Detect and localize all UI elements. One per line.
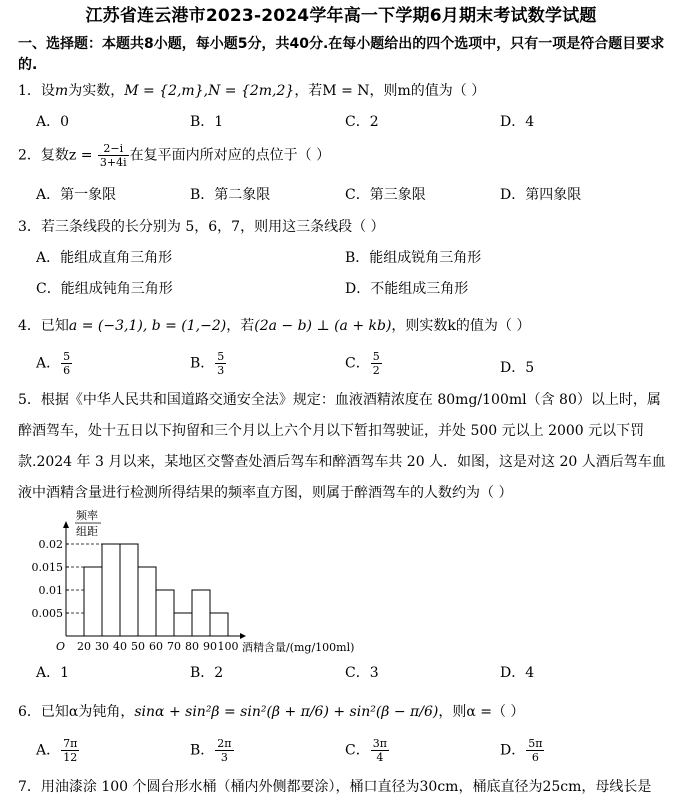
histogram-bar-70-80: [174, 613, 192, 636]
question-2: [18, 142, 330, 169]
question-7: 7．用油漆涂 100 个圆台形水桶（桶内外侧都要涂），桶口直径为30cm，桶底直径为25cm，母线长是: [18, 779, 652, 795]
q6-tail: ，则α =（ ）: [438, 704, 525, 720]
q1-tail: ，若M = N，则m的值为（ ）: [294, 83, 486, 99]
q6-a-label: A．: [36, 742, 61, 759]
q6-d-fraction: [526, 737, 544, 764]
y-label-bottom: 组距: [76, 525, 98, 538]
q4-tail: ，则实数k的值为（ ）: [391, 318, 531, 334]
histogram-bar-80-90: [192, 590, 210, 636]
q1-option-b[interactable]: B．1: [190, 114, 224, 130]
q6-option-a[interactable]: [36, 737, 80, 764]
x-axis-label: 酒精含量/(mg/100ml): [242, 641, 355, 654]
q1-prefix: 1．设: [18, 83, 55, 99]
x-tick-label: 30: [95, 640, 109, 653]
q3-option-b[interactable]: B．能组成锐角三角形: [345, 250, 482, 266]
x-tick-label: 20: [77, 640, 91, 653]
question-1: [18, 80, 485, 100]
q2-option-d[interactable]: D．第四象限: [500, 187, 582, 203]
q6-option-c[interactable]: [345, 737, 390, 764]
q4-b-den: 3: [217, 364, 225, 377]
q4-a-den: 6: [63, 364, 71, 377]
q1-option-d[interactable]: D．4: [500, 114, 535, 130]
q6-a-num: 7π: [63, 737, 78, 750]
q5-option-d[interactable]: D．4: [500, 665, 535, 681]
y-axis-arrow: [63, 521, 69, 528]
q6-c-num: 3π: [372, 737, 387, 750]
q4-b-label: B．: [190, 355, 215, 372]
q1-var: m: [54, 83, 69, 99]
q4-mid: ，若: [226, 318, 255, 334]
q4-vector-a: a = (−3,1),: [68, 318, 152, 334]
q4-condition: (2a − b) ⊥ (a + kb): [254, 318, 392, 334]
y-tick-label: 0.015: [31, 561, 63, 574]
q6-d-num: 5π: [528, 737, 543, 750]
q4-option-d[interactable]: D．5: [500, 360, 535, 376]
chart-bars: [84, 544, 228, 636]
x-tick-label: 40: [113, 640, 127, 653]
q5-option-a[interactable]: A．1: [36, 665, 70, 681]
q2-option-b[interactable]: B．第二象限: [190, 187, 271, 203]
x-tick-label: 80: [185, 640, 199, 653]
q6-d-label: D．: [500, 742, 526, 759]
q4-b-fraction: [215, 350, 226, 377]
q2-option-c[interactable]: C．第三象限: [345, 187, 426, 203]
q4-a-fraction: [61, 350, 72, 377]
x-axis-arrow: [240, 633, 246, 639]
q6-b-num: 2π: [217, 737, 232, 750]
histogram-bar-60-70: [156, 590, 174, 636]
section-heading: 一、选择题：本题共8小题，每小题5分，共40分.在每小题给出的四个选项中，只有一项是符合题目要求的.: [18, 36, 665, 73]
histogram-bar-20-30: [84, 567, 102, 636]
q6-a-fraction: [61, 737, 79, 764]
y-tick-label: 0.005: [31, 607, 63, 620]
q4-c-den: 2: [372, 364, 380, 377]
q2-numerator: 2−i: [98, 142, 129, 156]
q6-b-den: 3: [220, 751, 228, 764]
q4-c-label: C．: [345, 355, 370, 372]
origin-label: O: [56, 640, 66, 653]
histogram-bar-90-100: [210, 613, 228, 636]
q1-mid: 为实数，: [68, 83, 125, 99]
x-tick-label: 90: [203, 640, 217, 653]
q6-b-label: B．: [190, 742, 215, 759]
q4-prefix: 4．已知: [18, 318, 69, 334]
q4-b-num: 5: [217, 350, 225, 363]
q6-a-den: 12: [63, 751, 78, 764]
q3-option-d[interactable]: D．不能组成三角形: [345, 281, 469, 297]
q1-option-a[interactable]: A．0: [36, 114, 70, 130]
q2-prefix: 2．复数z =: [18, 147, 97, 164]
q2-fraction: [98, 142, 129, 169]
q5-option-c[interactable]: C．3: [345, 665, 379, 681]
q6-option-d[interactable]: [500, 737, 545, 764]
x-tick-label: 50: [131, 640, 145, 653]
q6-equation: sinα + sin²β = sin²(β + π/6) + sin²(β − π/6): [134, 704, 439, 720]
x-tick-label: 60: [149, 640, 163, 653]
q4-c-fraction: [371, 350, 382, 377]
q2-option-a[interactable]: A．第一象限: [36, 187, 117, 203]
frequency-histogram: [30, 506, 375, 656]
q6-prefix: 6．已知α为钝角，: [18, 704, 135, 720]
q4-option-c[interactable]: [345, 350, 383, 377]
question-4: [18, 315, 530, 335]
q4-vector-b: b = (1,−2): [151, 318, 227, 334]
q1-set: M = {2,m},N = {2m,2}: [124, 83, 295, 99]
histogram-bar-50-60: [138, 567, 156, 636]
q6-c-fraction: [371, 737, 389, 764]
q6-c-label: C．: [345, 742, 370, 759]
question-3: 3．若三条线段的长分别为 5，6，7，则用这三条线段（ ）: [18, 219, 385, 235]
x-tick-label: 100: [217, 640, 239, 653]
q4-a-num: 5: [63, 350, 71, 363]
q2-tail: 在复平面内所对应的点位于（ ）: [129, 147, 331, 164]
q6-option-b[interactable]: [190, 737, 235, 764]
x-tick-label: 70: [167, 640, 181, 653]
q5-option-b[interactable]: B．2: [190, 665, 224, 681]
q3-option-c[interactable]: C．能组成钝角三角形: [36, 281, 173, 297]
q6-b-fraction: [215, 737, 233, 764]
y-tick-label: 0.01: [38, 584, 63, 597]
question-6: [18, 701, 524, 721]
q4-a-label: A．: [36, 355, 61, 372]
q6-c-den: 4: [376, 751, 384, 764]
q4-c-num: 5: [372, 350, 380, 363]
y-label-top: 频率: [76, 509, 98, 522]
histogram-bar-30-40: [102, 544, 120, 636]
y-tick-label: 0.02: [38, 538, 63, 551]
q1-option-c[interactable]: C．2: [345, 114, 379, 130]
histogram-bar-40-50: [120, 544, 138, 636]
q4-option-a[interactable]: [36, 350, 73, 377]
page-title: 江苏省连云港市2023-2024学年高一下学期6月期末考试数学试题: [85, 6, 597, 26]
q3-option-a[interactable]: A．能组成直角三角形: [36, 250, 173, 266]
q4-option-b[interactable]: [190, 350, 227, 377]
q6-d-den: 6: [531, 751, 539, 764]
question-5: 5．根据《中华人民共和国道路交通安全法》规定：血液酒精浓度在 80mg/100ml（含 80）以上时，属醉酒驾车，处十五日以下拘留和三个月以上六个月以下暂扣驾驶证，并处 500 元以上 2000 元以下罚款.2024 年 3 月以来，某地区交警查处酒后驾车和醉酒驾车共 20 人．如图，这是对这 20 人酒后驾车血液中酒精含量进行检测所得结果的频率直方图，则属于醉酒驾车的人数约为（ ）: [18, 392, 666, 501]
q2-denominator: 3+4i: [99, 156, 127, 169]
